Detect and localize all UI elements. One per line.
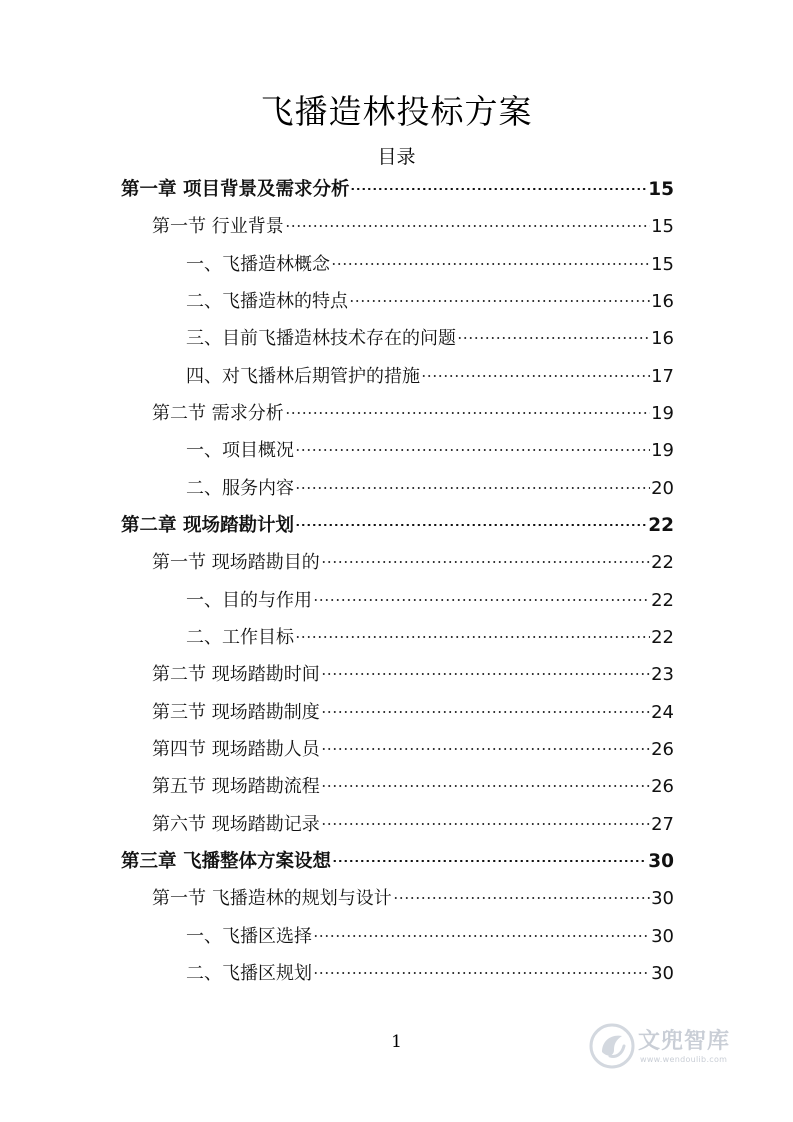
toc-dot-leader (285, 412, 650, 414)
toc-entry-page: 20 (651, 478, 674, 499)
toc-entry-text: 第一节 飞播造林的规划与设计 (152, 888, 392, 909)
toc-dot-leader (313, 935, 650, 937)
toc-entry-text: 第六节 现场踏勘记录 (152, 814, 320, 835)
toc-entry-page: 15 (648, 179, 674, 200)
toc-entry-subsection[interactable] (186, 361, 674, 393)
toc-entry-text: 第三节 现场踏勘制度 (152, 702, 320, 723)
toc-dot-leader (321, 561, 650, 563)
toc-entry-page: 23 (651, 664, 674, 685)
watermark-name: 文兜智库 (638, 1029, 731, 1054)
toc-entry-chapter-2[interactable] (121, 510, 674, 542)
toc-entry-section[interactable] (152, 697, 674, 729)
toc-entry-text: 第二节 需求分析 (152, 403, 284, 424)
toc-entry-page: 16 (651, 291, 674, 312)
toc-entry-chapter-1[interactable] (121, 174, 674, 206)
toc-entry-page: 16 (651, 328, 674, 349)
toc-entry-page: 22 (651, 627, 674, 648)
toc-dot-leader (321, 711, 650, 713)
toc-entry-subsection[interactable] (186, 585, 674, 617)
toc-entry-page: 22 (648, 515, 674, 536)
toc-entry-section[interactable] (152, 547, 674, 579)
toc-dot-leader (393, 897, 650, 899)
toc-entry-page: 15 (651, 216, 674, 237)
document-title: 飞播造林投标方案 (260, 92, 533, 131)
toc-entry-text: 四、对飞播林后期管护的措施 (186, 366, 420, 387)
toc-entry-subsection[interactable] (186, 323, 674, 355)
toc-entry-page: 17 (651, 366, 674, 387)
toc-dot-leader (321, 673, 650, 675)
toc-entry-text: 第一章 项目背景及需求分析 (121, 179, 350, 200)
toc-entry-page: 27 (651, 814, 674, 835)
toc-dot-leader (295, 524, 647, 526)
toc-entry-subsection[interactable] (186, 435, 674, 467)
toc-dot-leader (332, 860, 647, 862)
toc-entry-subsection[interactable] (186, 249, 674, 281)
toc-entry-page: 26 (651, 776, 674, 797)
toc-heading: 目录 (377, 146, 416, 168)
toc-entry-text: 第二节 现场踏勘时间 (152, 664, 320, 685)
toc-entry-section[interactable] (152, 398, 674, 430)
toc-entry-text: 一、飞播区选择 (186, 926, 312, 947)
toc-entry-section[interactable] (152, 771, 674, 803)
toc-entry-page: 19 (651, 403, 674, 424)
toc-entry-subsection[interactable] (186, 473, 674, 505)
toc-dot-leader (331, 263, 650, 265)
toc-entry-text: 第二章 现场踏勘计划 (121, 515, 294, 536)
toc-dot-leader (295, 636, 650, 638)
toc-dot-leader (313, 599, 650, 601)
toc-entry-page: 15 (651, 254, 674, 275)
toc-entry-text: 三、目前飞播造林技术存在的问题 (186, 328, 456, 349)
toc-entry-page: 26 (651, 739, 674, 760)
toc-entry-page: 24 (651, 702, 674, 723)
toc-entry-text: 二、飞播区规划 (186, 963, 312, 984)
toc-dot-leader (321, 748, 650, 750)
toc-dot-leader (321, 823, 650, 825)
toc-entry-text: 第三章 飞播整体方案设想 (121, 851, 331, 872)
toc-entry-text: 第四节 现场踏勘人员 (152, 739, 320, 760)
toc-entry-section[interactable] (152, 734, 674, 766)
toc-entry-subsection[interactable] (186, 921, 674, 953)
toc-entry-page: 30 (651, 963, 674, 984)
toc-entry-section[interactable] (152, 883, 674, 915)
toc-entry-text: 二、服务内容 (186, 478, 294, 499)
toc-dot-leader (285, 225, 650, 227)
toc-dot-leader (295, 487, 650, 489)
toc-entry-subsection[interactable] (186, 622, 674, 654)
toc-entry-text: 二、工作目标 (186, 627, 294, 648)
toc-dot-leader (295, 449, 650, 451)
toc-entry-text: 一、目的与作用 (186, 590, 312, 611)
watermark (588, 1020, 768, 1076)
watermark-url: www.wendoulib.com (640, 1055, 728, 1064)
wendou-logo-icon (588, 1022, 636, 1070)
toc-dot-leader (457, 337, 650, 339)
toc-entry-section[interactable] (152, 211, 674, 243)
toc-entry-text: 二、飞播造林的特点 (186, 291, 348, 312)
toc-dot-leader (321, 785, 650, 787)
toc-entry-page: 22 (651, 552, 674, 573)
toc-entry-page: 30 (651, 888, 674, 909)
toc-entry-text: 第一节 行业背景 (152, 216, 284, 237)
toc-dot-leader (350, 188, 647, 190)
toc-entry-text: 一、项目概况 (186, 440, 294, 461)
toc-entry-section[interactable] (152, 809, 674, 841)
toc-entry-chapter-3[interactable] (121, 846, 674, 878)
toc-entry-text: 一、飞播造林概念 (186, 254, 330, 275)
toc-entry-page: 19 (651, 440, 674, 461)
toc-entry-text: 第一节 现场踏勘目的 (152, 552, 320, 573)
toc-entry-page: 30 (648, 851, 674, 872)
toc-entry-subsection[interactable] (186, 286, 674, 318)
toc-entry-page: 22 (651, 590, 674, 611)
toc-dot-leader (421, 375, 650, 377)
toc-dot-leader (349, 300, 650, 302)
toc-entry-section[interactable] (152, 659, 674, 691)
page-number: 1 (391, 1032, 402, 1052)
toc-dot-leader (313, 972, 650, 974)
toc-entry-text: 第五节 现场踏勘流程 (152, 776, 320, 797)
toc-entry-page: 30 (651, 926, 674, 947)
toc-entry-subsection[interactable] (186, 958, 674, 990)
